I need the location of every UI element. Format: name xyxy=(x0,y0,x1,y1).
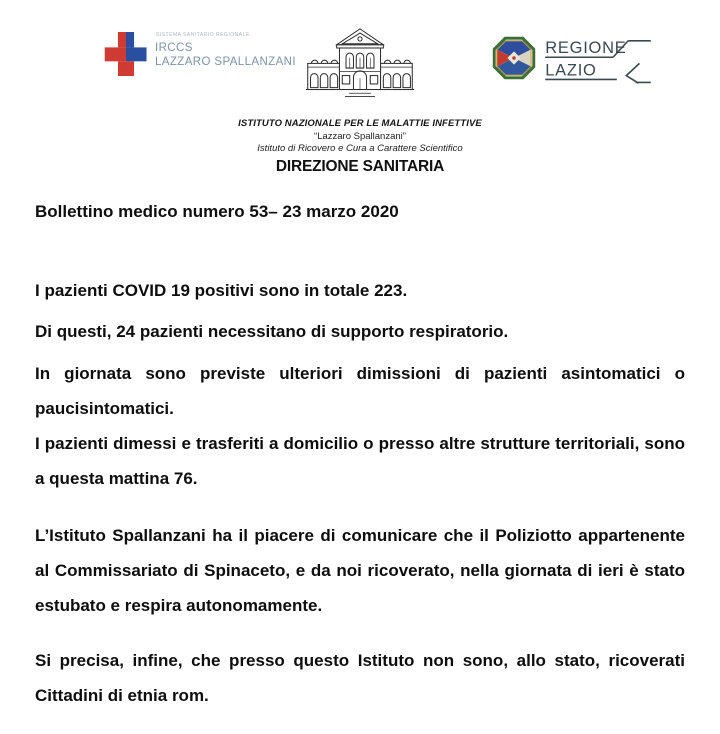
regione-lazio-wordmark xyxy=(545,37,651,91)
bulletin-paragraph-transferred: I pazienti dimessi e trasferiti a domicilio o presso altre strutture territoriali, sono a questa mattina 76. xyxy=(35,434,685,488)
regione-text: REGIONE xyxy=(545,39,627,58)
regional-health-system-label: SISTEMA SANITARIO REGIONALE xyxy=(156,32,250,38)
neoclassical-building-icon xyxy=(304,26,416,112)
bulletin-paragraph-total-positives: I pazienti COVID 19 positivi sono in totale 223. xyxy=(35,281,408,300)
lazio-coat-of-arms-icon xyxy=(492,36,536,80)
bulletin-body xyxy=(0,194,720,713)
irccs-name-line1: IRCCS xyxy=(155,42,193,54)
bulletin-paragraph-clarification: Si precisa, infine, che presso questo Istituto non sono, allo stato, ricoverati Cittadini di etnia rom. xyxy=(35,651,685,705)
institute-name: ISTITUTO NAZIONALE PER LE MALATTIE INFETTIVE xyxy=(238,118,482,129)
bulletin-paragraph-discharges: In giornata sono previste ulteriori dimissioni di pazienti asintomatici o paucisintomatici. xyxy=(35,364,685,418)
bulletin-paragraph-police-officer: L’Istituto Spallanzani ha il piacere di comunicare che il Poliziotto appartenente al Commissariato di Spinaceto, e da noi ricoverato, nella giornata di ieri è stato estubato e respira autonomamente. xyxy=(35,526,685,615)
institute-eponym: “Lazzaro Spallanzani” xyxy=(314,131,406,142)
department-title: DIREZIONE SANITARIA xyxy=(275,158,445,175)
institute-logo xyxy=(200,26,520,176)
irccs-name-line2: LAZZARO SPALLANZANI xyxy=(155,56,296,69)
lazio-text: LAZIO xyxy=(545,61,597,80)
red-blue-cross-icon xyxy=(104,31,148,78)
bulletin-paragraph-respiratory: Di questi, 24 pazienti necessitano di supporto respiratorio. xyxy=(35,322,509,341)
regione-lazio-logo xyxy=(492,36,651,91)
letterhead xyxy=(0,0,720,176)
institute-subtitle: Istituto di Ricovero e Cura a Carattere Scientifico xyxy=(257,143,463,154)
bulletin-title: Bollettino medico numero 53– 23 marzo 2020 xyxy=(35,202,399,221)
